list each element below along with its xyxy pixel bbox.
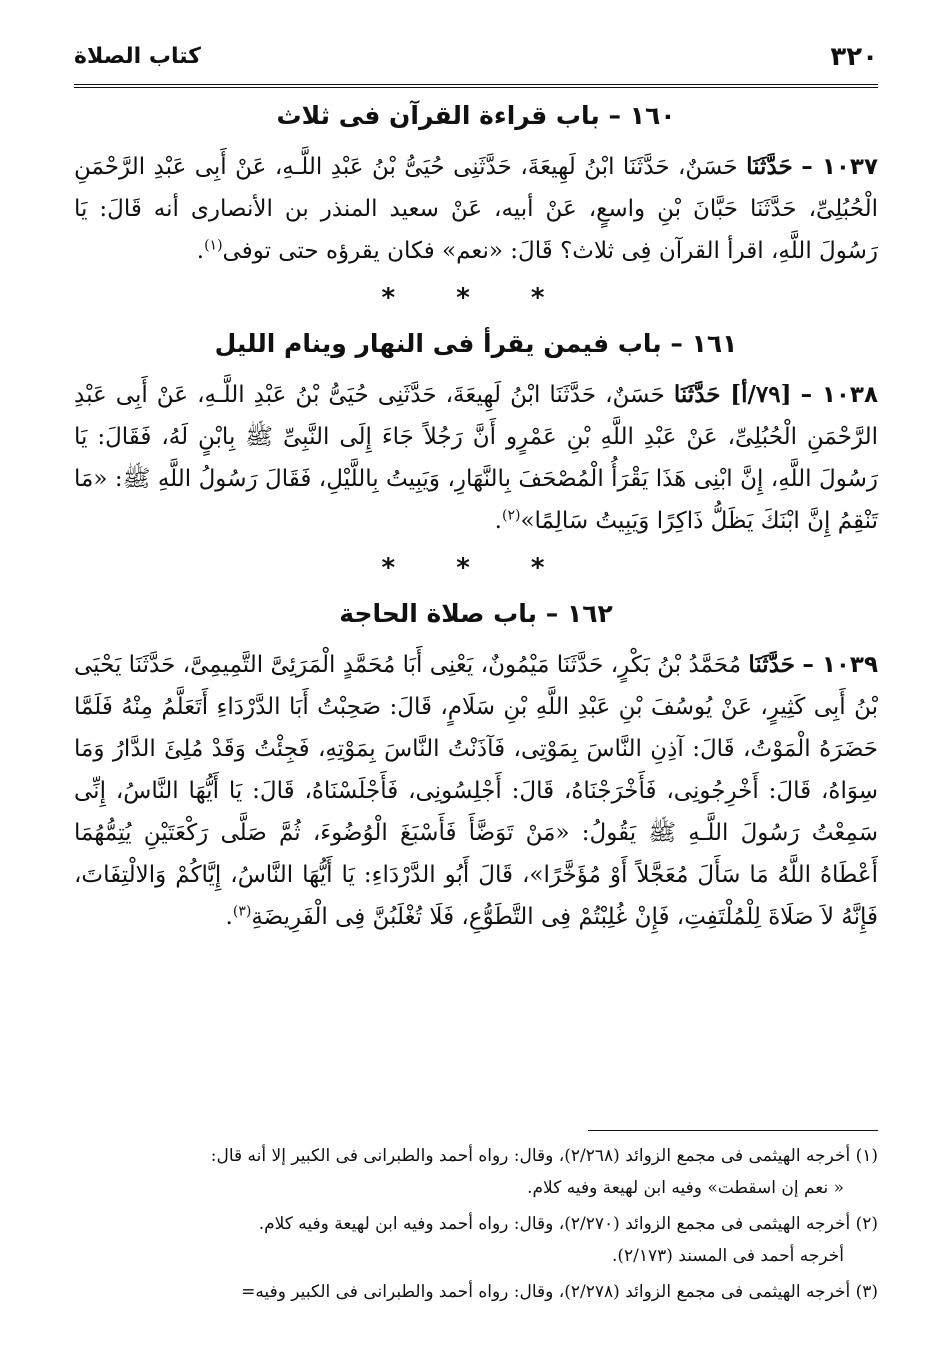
footnote-1 <box>74 1140 878 1204</box>
hadith-text: حَسَنٌ، حَدَّثَنَا ابْنُ لَهِيعَةَ، حَدَّثَنِى حُيَىُّ بْنُ عَبْدِ اللَّـهِ، عَنْ أَبِى عَبْدِ الرَّحْمَنِ الْحُبُلِىِّ، عَنْ عَبْدِ اللَّهِ بْنِ عَمْرٍو أَنَّ رَجُلاً جَاءَ إِلَى النَّبِىِّ ﷺ بِابْنٍ لَهُ، فَقَالَ: يَا رَسُولَ اللَّهِ، إِنَّ ابْنِى هَذَا يَقْرَأُ الْمُصْحَفَ بِالنَّهَارِ، وَيَبِيتُ بِاللَّيْلِ، فَقَالَ رَسُولُ اللَّهِ ﷺ: «مَا تَنْقِمُ إِنَّ ابْنَكَ يَظَلُّ ذَاكِرًا وَيَبِيتُ سَالِمًا» <box>74 382 878 534</box>
footnote-divider <box>588 1130 878 1131</box>
footnote-ref: (١) <box>204 237 223 254</box>
section-separator: * * * <box>381 283 571 313</box>
footnote-line: (١) أخرجه الهيثمى فى مجمع الزوائد (٢/٢٦٨)، وقال: رواه أحمد والطبرانى فى الكبير إلا أنه قال: <box>210 1146 878 1166</box>
footnote-ref: (٢) <box>501 507 521 524</box>
hadith-number: ١٠٣٨ – <box>800 382 878 408</box>
hadith-lead: حَدَّثَنَا <box>748 651 795 678</box>
book-title: كتاب الصلاة <box>74 44 201 69</box>
footnote-line: أخرجه أحمد فى المسند (٢/١٧٣). <box>611 1246 844 1266</box>
page-number: ٣٢٠ <box>830 42 878 72</box>
hadith-1038 <box>74 374 878 542</box>
chapter-title-160: ١٦٠ – باب قراءة القرآن فى ثلاث <box>276 101 676 130</box>
section-separator: * * * <box>381 553 571 583</box>
hadith-lead: [٧٩/أ] حَدَّثَنَا <box>673 381 792 408</box>
header-divider <box>74 84 878 88</box>
chapter-title-162: ١٦٢ – باب صلاة الحاجة <box>339 599 613 628</box>
footnotes <box>74 1140 878 1312</box>
hadith-1037 <box>74 146 878 272</box>
chapter-title-161: ١٦١ – باب فيمن يقرأ فى النهار وينام الليل <box>214 329 738 358</box>
page-header <box>74 38 878 78</box>
hadith-number: ١٠٣٧ – <box>801 154 878 180</box>
footnote-2 <box>74 1208 878 1272</box>
footnote-line: (٢) أخرجه الهيثمى فى مجمع الزوائد (٢/٢٧٠)، وقال: رواه أحمد وفيه ابن لهيعة وفيه كلام. <box>258 1214 878 1234</box>
hadith-end: . <box>225 904 233 930</box>
hadith-end: . <box>494 508 502 534</box>
hadith-text: مُحَمَّدُ بْنُ بَكْرٍ، حَدَّثَنَا مَيْمُونٌ، يَعْنِى أَبَا مُحَمَّدٍ الْمَرَئِىَّ التَّمِيمِىَّ، حَدَّثَنَا يَحْيَى بْنُ أَبِى كَثِيرٍ، عَنْ يُوسُفَ بْنِ عَبْدِ اللَّهِ بْنِ سَلَامٍ، قَالَ: صَحِبْتُ أَبَا الدَّرْدَاءِ أَتَعَلَّمُ مِنْهُ فَلَمَّا حَضَرَهُ الْمَوْتُ، قَالَ: آذِنِ النَّاسَ بِمَوْتِى، فَآذَنْتُ النَّاسَ بِمَوْتِهِ، فَجِئْتُ وَقَدْ مُلِئَ الدَّارُ وَمَا سِوَاهُ، قَالَ: أَخْرِجُونِى، فَأَخْرَجْنَاهُ، قَالَ: أَجْلِسُونِى، فَأَجْلَسْنَاهُ، قَالَ: يَا أَيُّهَا النَّاسُ، إِنِّى سَمِعْتُ رَسُولَ اللَّـهِ ﷺ يَقُولُ: «مَنْ تَوَضَّأَ فَأَسْبَغَ الْوُضُوءَ، ثُمَّ صَلَّى رَكْعَتَيْنِ يُتِمُّهُمَا أَعْطَاهُ اللَّهُ مَا سَأَلَ مُعَجَّلاً أَوْ مُؤَخَّرًا»، قَالَ أَبُو الدَّرْدَاءِ: يَا أَيُّهَا النَّاسُ، إِيَّاكُمْ وَالالْتِفَاتَ، فَإِنَّهُ لاَ صَلَاةَ لِلْمُلْتَفِتِ، فَإِنْ غُلِبْتُمْ فِى التَّطَوُّعِ، فَلَا تُغْلَبُنَّ فِى الْفَرِيضَةِ <box>74 652 878 930</box>
footnote-ref: (٣) <box>232 903 252 920</box>
footnote-3 <box>74 1276 878 1308</box>
hadith-number: ١٠٣٩ – <box>802 652 878 678</box>
hadith-end: . <box>196 238 205 264</box>
main-content <box>74 94 878 938</box>
footnote-line: « نعم إن اسقطت» وفيه ابن لهيعة وفيه كلام. <box>527 1178 844 1198</box>
footnote-line: (٣) أخرجه الهيثمى فى مجمع الزوائد (٢/٢٧٨)، وقال: رواه أحمد والطبرانى فى الكبير وفيه= <box>241 1282 878 1302</box>
hadith-1039 <box>74 644 878 938</box>
hadith-lead: حَدَّثَنَا <box>746 153 793 180</box>
hadith-text: حَسَنٌ، حَدَّثَنَا ابْنُ لَهِيعَةَ، حَدَّثَنِى حُيَىُّ بْنُ عَبْدِ اللَّـهِ، عَنْ أَبِى عَبْدِ الرَّحْمَنِ الْحُبُلِىِّ، حَدَّثَنَا حَبَّانَ بْنِ واسعٍ، عَنْ أبيه، عَنْ سعيد المنذر بن الأنصارى أنه قَالَ: يَا رَسُولَ اللَّهِ، اقرأ القرآن فِى ثلاث؟ قَالَ: «نعم» فكان يقرؤه حتى توفى <box>74 154 878 264</box>
